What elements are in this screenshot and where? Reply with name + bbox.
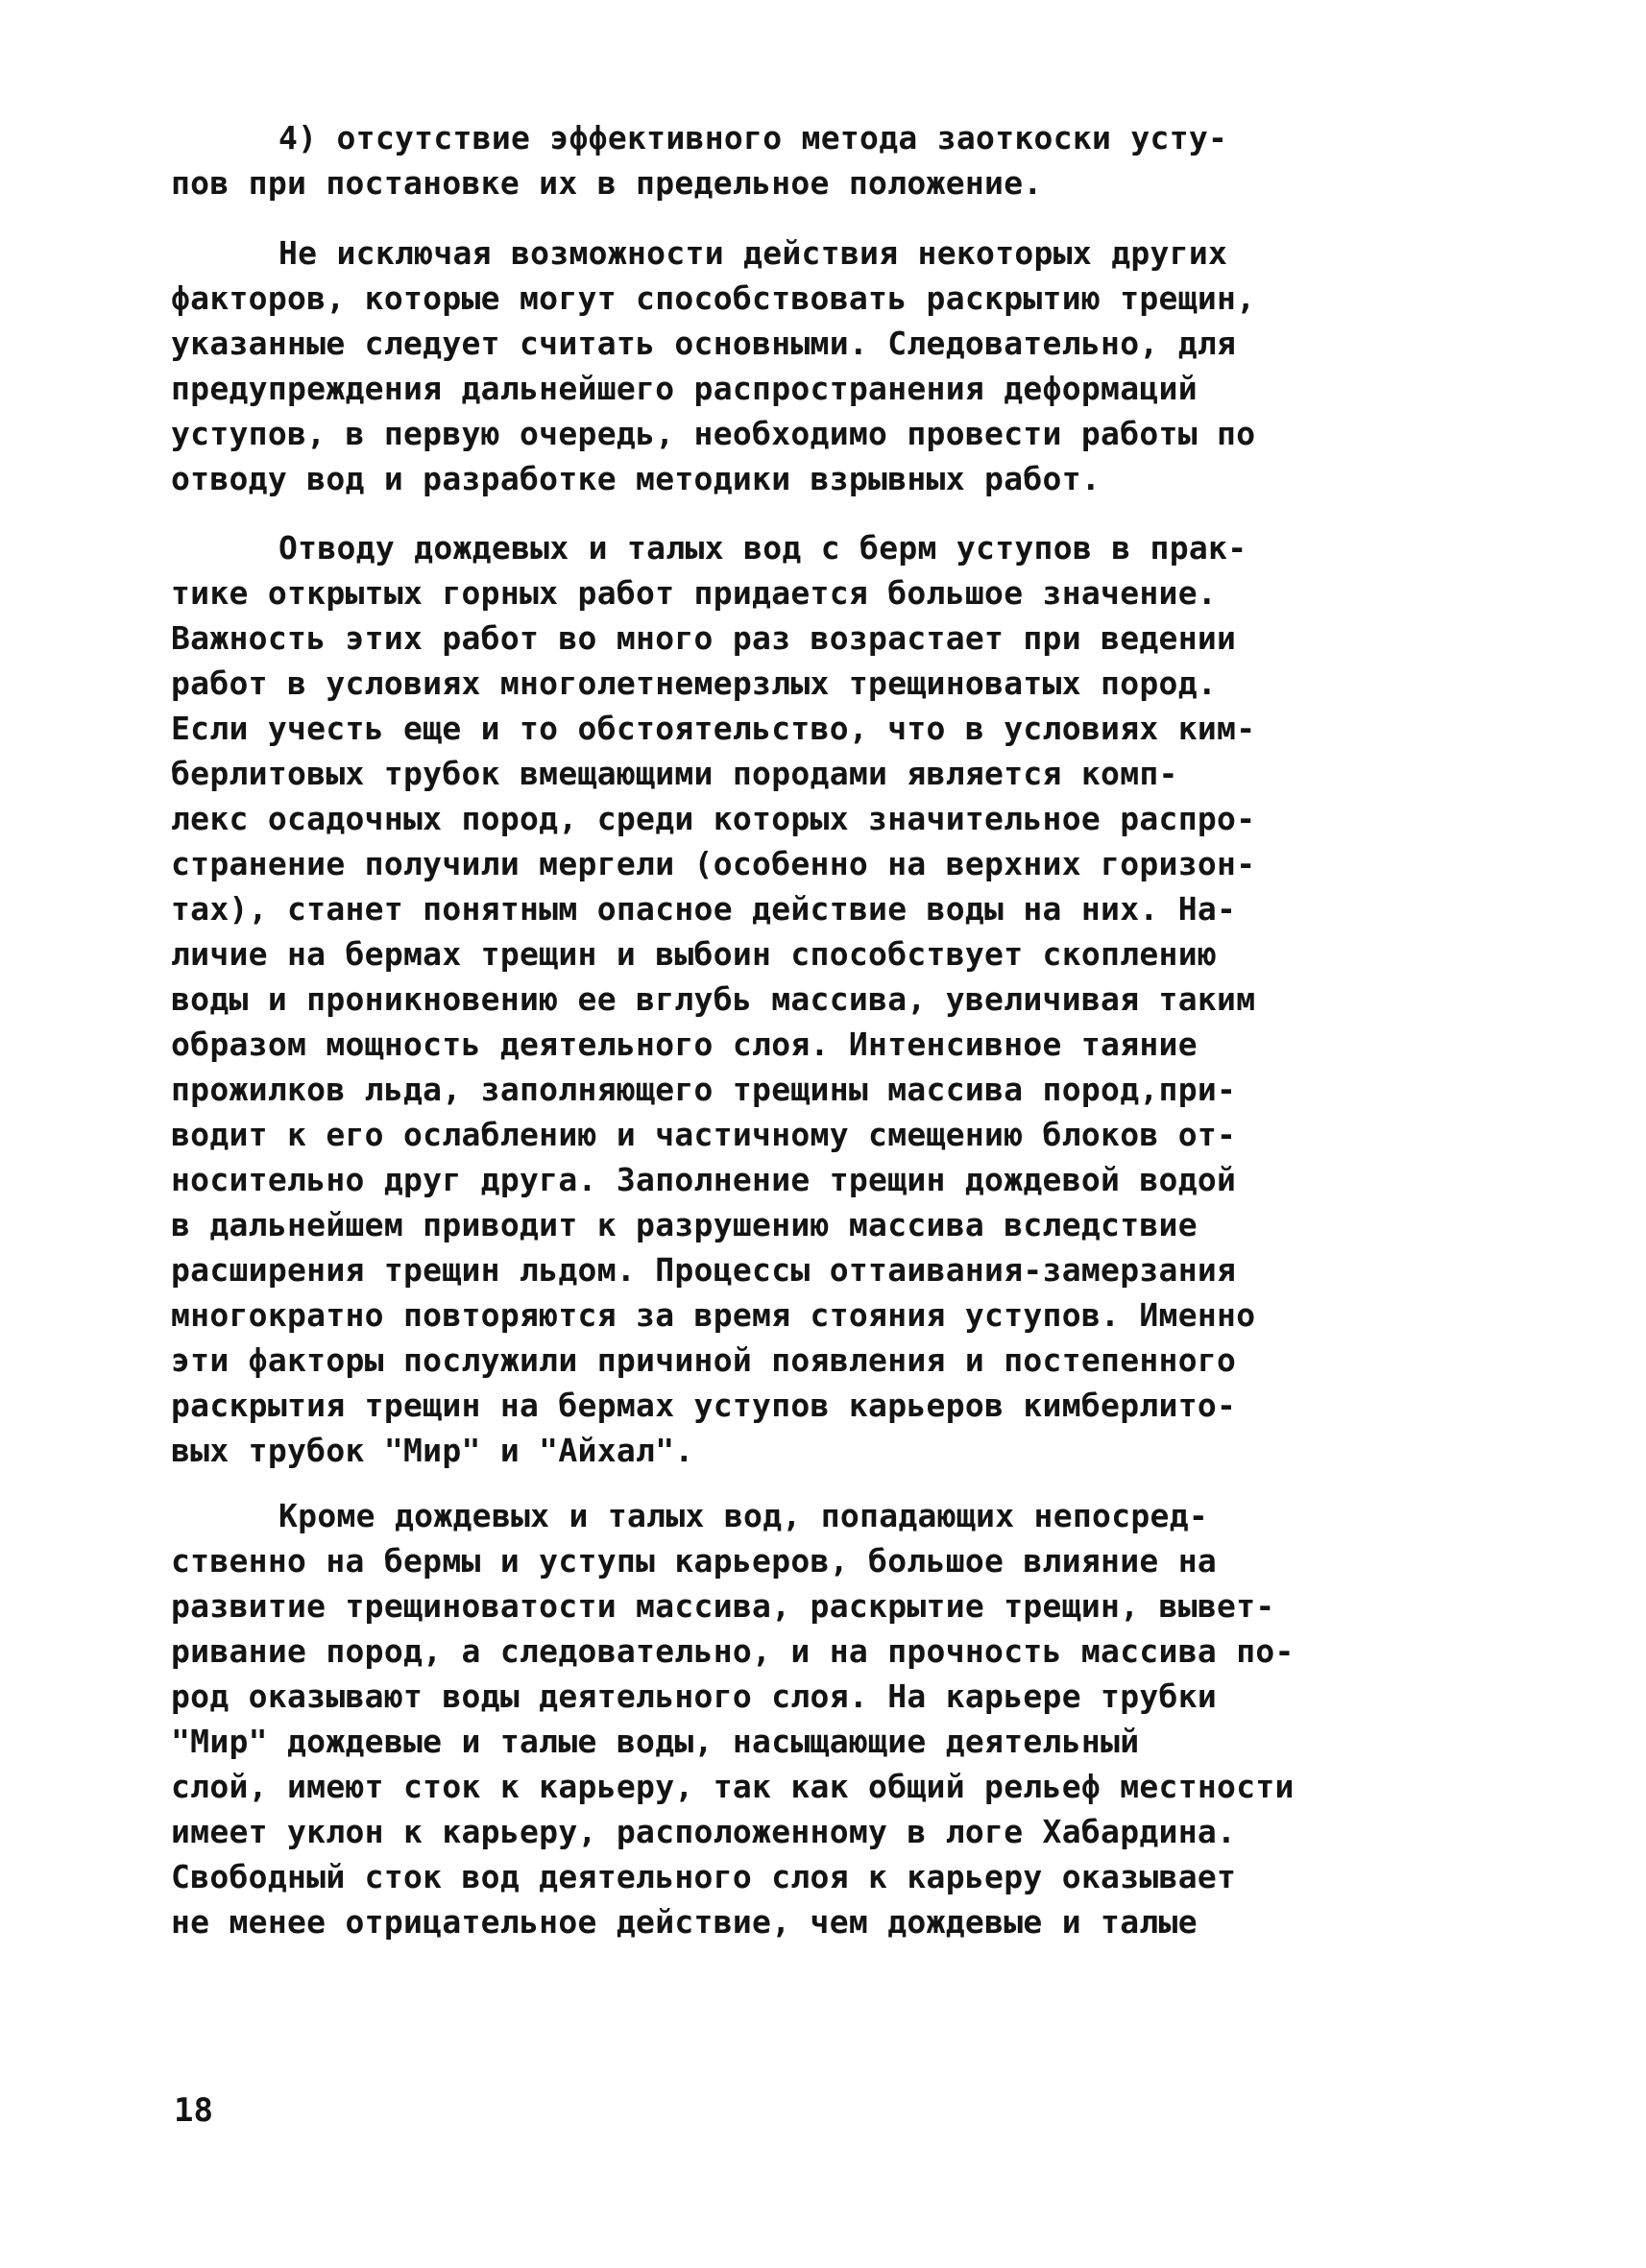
text-line: странение получили мергели (особенно на верхних горизон- [171,845,1256,882]
page-number: 18 [174,2091,213,2130]
text-line: ривание пород, а следовательно, и на прочность массива по- [171,1632,1295,1670]
text-line: ственно на бермы и уступы карьеров, большое влияние на [171,1542,1218,1580]
text-line: Важность этих работ во много раз возрастает при ведении [171,619,1237,657]
text-line: тах), станет понятным опасное действие воды на них. На- [171,890,1237,928]
text-line: водит к его ослаблению и частичному смещению блоков от- [171,1116,1237,1153]
text-line: указанные следует считать основными. Следовательно, для [171,325,1237,362]
text-line: вых трубок "Мир" и "Айхал". [171,1432,694,1469]
text-line: имеет уклон к карьеру, расположенному в логе Хабардина. [171,1813,1237,1850]
text-line: отводу вод и разработке методики взрывных работ. [171,460,1101,497]
text-line: "Мир" дождевые и талые воды, насыщающие деятельный [171,1723,1140,1760]
text-line: лекс осадочных пород, среди которых значительное распро- [171,800,1256,837]
text-line: слой, имеют сток к карьеру, так как общий рельеф местности [171,1768,1295,1805]
text-line: личие на бермах трещин и выбоин способствует скоплению [171,935,1218,973]
text-line: род оказывают воды деятельного слоя. На карьере трубки [171,1677,1218,1715]
text-line: предупреждения дальнейшего распространения деформаций [171,370,1198,407]
text-line: уступов, в первую очередь, необходимо провести работы по [171,415,1256,452]
text-line: 4) отсутствие эффективного метода заоткоски усту- [278,119,1228,157]
text-line: развитие трещиноватости массива, раскрытие трещин, вывет- [171,1587,1275,1625]
text-line: расширения трещин льдом. Процессы оттаивания-замерзания [171,1251,1237,1289]
text-line: Кроме дождевых и талых вод, попадающих непосред- [278,1497,1209,1534]
text-line: Если учесть еще и то обстоятельство, что в условиях ким- [171,710,1256,747]
text-line: берлитовых трубок вмещающими породами является комп- [171,755,1178,792]
text-line: Отводу дождевых и талых вод с берм уступов в прак- [278,529,1247,567]
text-line: работ в условиях многолетнемерзлых трещиноватых пород. [171,664,1218,702]
paragraph-2 [171,230,1506,501]
text-line: пов при постановке их в предельное положение. [171,164,1043,202]
text-line: в дальнейшем приводит к разрушению массива вследствие [171,1206,1198,1243]
text-line: тике открытых горных работ придается большое значение. [171,574,1218,612]
text-line: воды и проникновению ее вглубь массива, увеличивая таким [171,980,1256,1018]
text-line: образом мощность деятельного слоя. Интенсивное таяние [171,1025,1198,1063]
text-line: раскрытия трещин на бермах уступов карьеров кимберлито- [171,1387,1237,1424]
text-line: Свободный сток вод деятельного слоя к карьеру оказывает [171,1858,1237,1895]
text-line: носительно друг друга. Заполнение трещин дождевой водой [171,1161,1237,1198]
text-line: Не исключая возможности действия некоторых других [278,234,1228,272]
text-line: эти факторы послужили причиной появления и постепенного [171,1341,1237,1379]
paragraph-3 [171,525,1506,1473]
text-line: факторов, которые могут способствовать раскрытию трещин, [171,279,1256,317]
text-line: не менее отрицательное действие, чем дождевые и талые [171,1903,1198,1941]
paragraph-1 [171,115,1506,205]
text-line: многократно повторяются за время стояния уступов. Именно [171,1296,1256,1334]
paragraph-4 [171,1493,1506,1944]
text-line: прожилков льда, заполняющего трещины массива пород,при- [171,1071,1237,1108]
